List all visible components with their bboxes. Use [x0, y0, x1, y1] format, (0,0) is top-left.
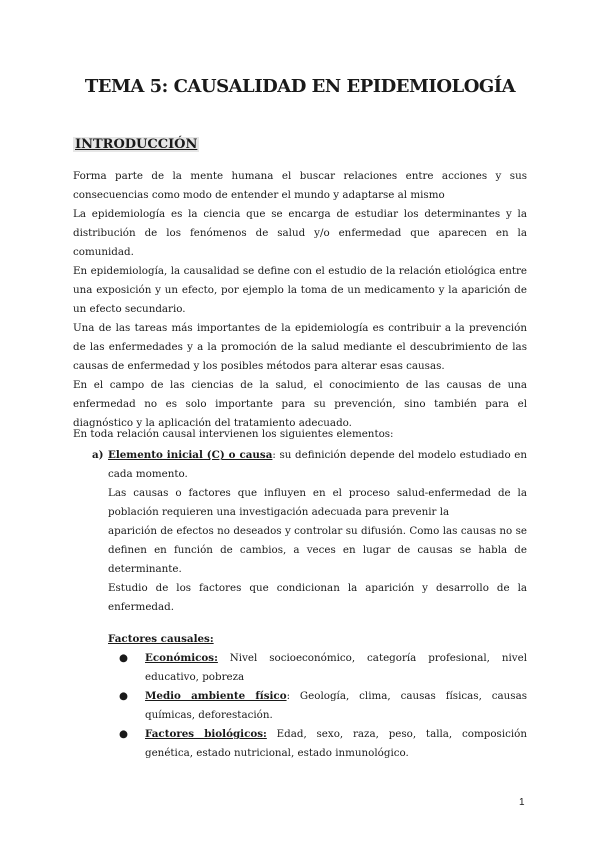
- intro-paragraph: En el campo de las ciencias de la salud, el conocimiento de las causas de una enfermedad no es solo importante para su prevención, sino también para el diagnóstico y la aplicación del tratamiento adecuado.: [73, 379, 527, 429]
- item-heading: Elemento inicial (C) o causa: [108, 449, 273, 461]
- item-label: a): [92, 449, 104, 461]
- factor-name: Medio ambiente físico: [145, 690, 287, 702]
- factor-item: [108, 687, 527, 725]
- item-definition: [108, 446, 527, 484]
- item-paragraph: Las causas o factores que influyen en el proceso salud-enfermedad de la población requieren una investigación adecuada para prevenir la: [108, 487, 527, 518]
- bullet-icon: ●: [119, 652, 128, 664]
- intro-paragraph: En epidemiología, la causalidad se define con el estudio de la relación etiológica entre una exposición y un efecto, por ejemplo la toma de un medicamento y la aparición de un efecto secundario.: [73, 265, 527, 315]
- factor-text: : Geología, clima, causas físicas, causas químicas, deforestación.: [145, 690, 527, 721]
- factor-name: Factores biológicos:: [145, 728, 267, 740]
- intro-paragraph: Una de las tareas más importantes de la epidemiología es contribuir a la prevención de las enfermedades y a la promoción de la salud mediante el descubrimiento de las causas de enfermedad y los posibles métodos para alterar esas causas.: [73, 322, 527, 372]
- intro-paragraph: Forma parte de la mente humana el buscar relaciones entre acciones y sus consecuencias como modo de entender el mundo y adaptarse al mismo: [73, 170, 527, 201]
- elements-section: [73, 425, 527, 763]
- elements-intro: En toda relación causal intervienen los siguientes elementos:: [73, 428, 394, 440]
- page-number: 1: [519, 797, 525, 808]
- list-item-a: [73, 446, 527, 617]
- factor-text: Edad, sexo, raza, peso, talla, composición genética, estado nutricional, estado inmunológico.: [145, 728, 527, 759]
- page-title: TEMA 5: CAUSALIDAD EN EPIDEMIOLOGÍA: [84, 76, 516, 97]
- intro-paragraph: La epidemiología es la ciencia que se encarga de estudiar los determinantes y la distribución de los fenómenos de salud y/o enfermedad que aparecen en la comunidad.: [73, 208, 527, 258]
- bullet-icon: ●: [119, 728, 128, 740]
- item-definition-text: : su definición depende del modelo estudiado en cada momento.: [108, 449, 527, 480]
- item-paragraph: Estudio de los factores que condicionan la aparición y desarrollo de la enfermedad.: [108, 582, 527, 613]
- bullet-icon: ●: [119, 690, 128, 702]
- factor-text: Nivel socioeconómico, categoría profesional, nivel educativo, pobreza: [145, 652, 527, 683]
- item-paragraph: aparición de efectos no deseados y controlar su difusión. Como las causas no se definen en función de cambios, a veces en lugar de causas se habla de determinante.: [108, 525, 527, 575]
- factor-item: [108, 725, 527, 763]
- factor-item: [108, 649, 527, 687]
- factors-block: [73, 630, 527, 763]
- intro-body: [73, 167, 527, 433]
- factors-title: Factores causales:: [108, 633, 214, 645]
- item-text: [108, 446, 527, 617]
- section-heading: INTRODUCCIÓN: [75, 137, 198, 152]
- factor-name: Económicos:: [145, 652, 218, 664]
